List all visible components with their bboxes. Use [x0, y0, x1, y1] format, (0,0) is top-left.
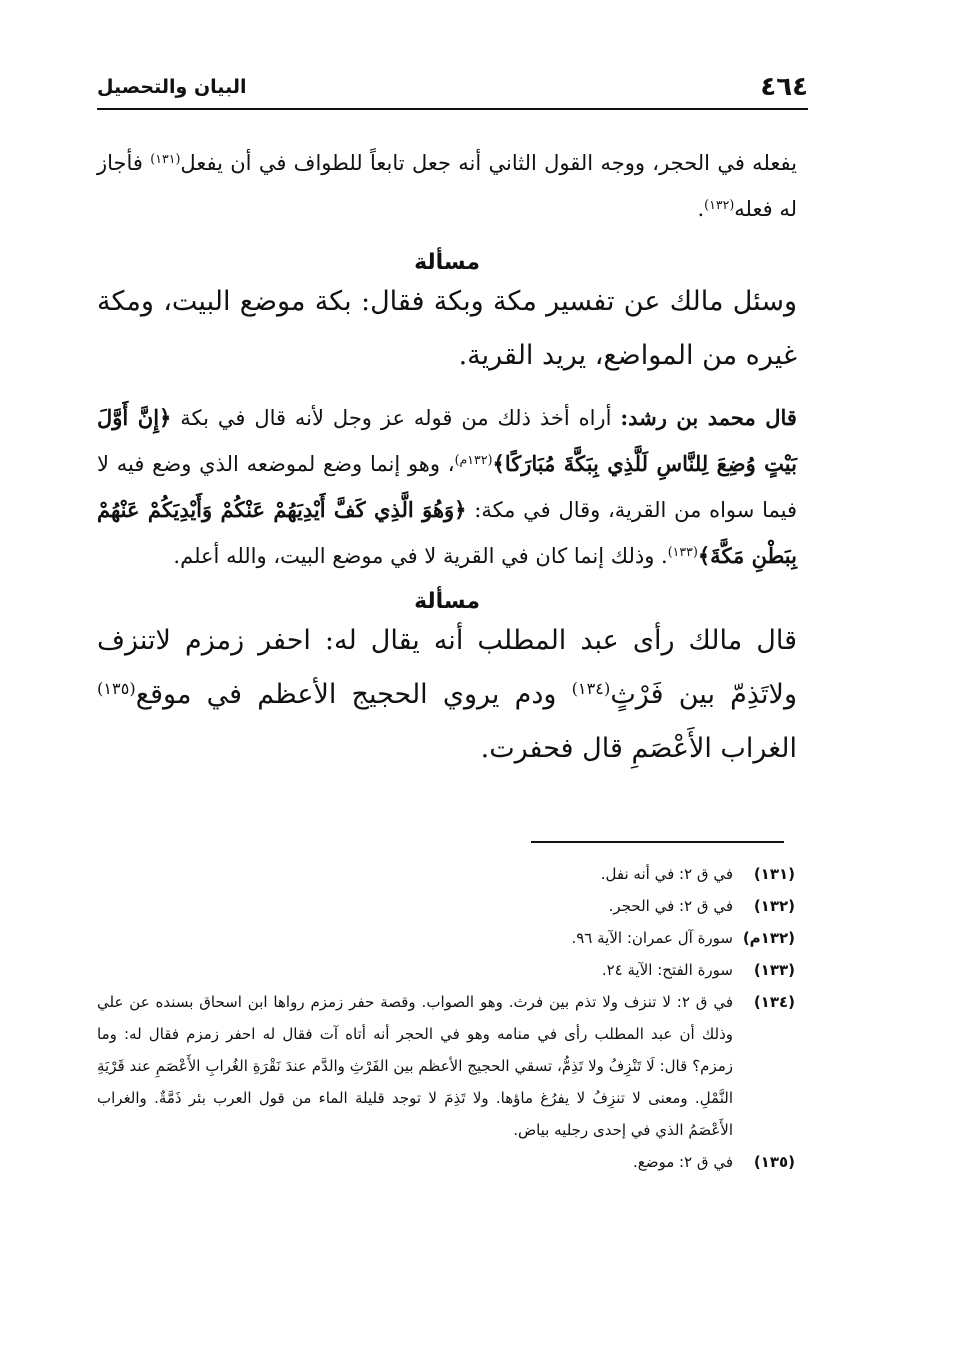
paragraph-2: وسئل مالك عن تفسير مكة وبكة فقال: بكة موضع البيت، ومكة غيره من المواضع، يريد القرية.: [97, 286, 797, 371]
book-title: البيان والتحصيل: [97, 76, 247, 98]
paragraph-1: [97, 140, 797, 232]
footnote-text: في ق ٢: موضع.: [632, 1153, 733, 1171]
quran-verse-1: ﴿إِنَّ أَوَّلَ بَيْتٍ وُضِعَ لِلنَّاسِ لَلَّذِي بِبَكَّةَ مُبَارَكًا﴾: [97, 405, 797, 476]
footnote-text: في ق ٢: في أنه نفل.: [600, 865, 733, 883]
paragraph-4-part-b: ودم يروي الحجيج الأعظم في موقع: [135, 679, 572, 710]
paragraph-4-part-a: قال مالك رأى عبد المطلب أنه يقال له: احفر زمزم لاتنزف ولاتَذِمّ بين فَرْثٍ: [97, 625, 797, 710]
page-number: ٤٦٤: [760, 72, 808, 102]
footnote: [97, 922, 795, 954]
paragraph-1-end: .: [697, 197, 705, 221]
footnote-ref-135: (١٣٥): [97, 679, 136, 699]
footnote: [97, 858, 795, 890]
footnote: [97, 890, 795, 922]
footnote-number: (١٣٥): [753, 1153, 795, 1171]
footnote-number: (١٣٤): [753, 993, 795, 1011]
header-rule: [97, 108, 808, 110]
footnote: [97, 1146, 795, 1178]
running-header: [97, 72, 808, 102]
footnote-ref-134: (١٣٤): [571, 679, 611, 699]
footnotes: [97, 858, 795, 1178]
footnote-text: في ق ٢: في الحجر.: [608, 897, 733, 915]
footnote-ref-131: (١٣١): [150, 151, 181, 167]
footnote-ref-132: (١٣٢): [704, 197, 735, 213]
footnote-number: (١٣٣): [753, 961, 795, 979]
paragraph-3-part-a: أراه أخذ ذلك من قوله عز وجل لأنه قال في بكة: [171, 406, 621, 430]
paragraph-4-part-c: الغراب الأَعْصَمِ قال فحفرت.: [480, 733, 797, 764]
paragraph-3: [97, 395, 797, 579]
paragraph-3-part-b: ، وهو إنما وضع لموضعه الذي وضع فيه لا فيما سواه من القرية، وقال في مكة:: [97, 452, 798, 522]
footnote-number: (١٣٢م): [742, 929, 795, 947]
paragraph-1-mid: فأجاز له فعله: [97, 151, 797, 221]
footnote: [97, 986, 795, 1146]
footnote-text: في ق ٢: لا تنزف ولا تذم بين فرث. وهو الصواب. وقصة حفر زمزم رواها ابن اسحاق بسنده عن علي وذلك أن عبد المطلب رأى في منامه وهو في الحجر أنه أتاه آت فقال له احفر زمزم فقال له: وما زمزم؟ قال: لَا تَنْزِفُ ولا تَذِمُّ، تسقي الحجيج الأعظم بين الفَرْثِ والدَّم عندَ نَقْرَةِ الغُرابِ الأَعْصَمِ عند قَرْيَةِ النَّمْلِ. ومعنى لا تنزِفُ لا يفرُغ ماؤها. ولا تَذِمَ لا توجد قليلة الماء من قول العرب بئر ذَمَّةٌ. والغراب الأَعْصَمُ الذي في إحدى رجليه بياض.: [97, 993, 733, 1139]
main-text: [97, 140, 797, 776]
footnote-text: سورة الفتح: الآية ٢٤.: [601, 961, 733, 979]
paragraph-4: [97, 614, 797, 776]
commentary-lead: قال محمد بن رشد:: [620, 405, 797, 430]
footnote: [97, 954, 795, 986]
footnote-number: (١٣١): [753, 865, 795, 883]
section-heading-masala-1: مسألة: [414, 250, 480, 275]
footnote-ref-133: (١٣٣): [667, 544, 698, 560]
section-heading-masala-2: مسألة: [414, 589, 480, 614]
paragraph-1-text: يفعله في الحجر، ووجه القول الثاني أنه جعل تابعاً للطواف في أن يفعل: [180, 151, 797, 175]
quran-verse-2: ﴿وَهُوَ الَّذِي كَفَّ أَيْدِيَهُمْ عَنْكُمْ وَأَيْدِيَكُمْ عَنْهُمْ بِبَطْنِ مَكَّةَ﴾: [97, 497, 797, 568]
footnote-separator: [531, 841, 784, 843]
paragraph-3-part-c: . وذلك إنما كان في القرية لا في موضع البيت، والله أعلم.: [173, 544, 668, 568]
footnote-number: (١٣٢): [753, 897, 795, 915]
footnote-text: سورة آل عمران: الآية ٩٦.: [571, 929, 733, 947]
footnote-ref-132m: (١٣٢م): [454, 452, 493, 468]
